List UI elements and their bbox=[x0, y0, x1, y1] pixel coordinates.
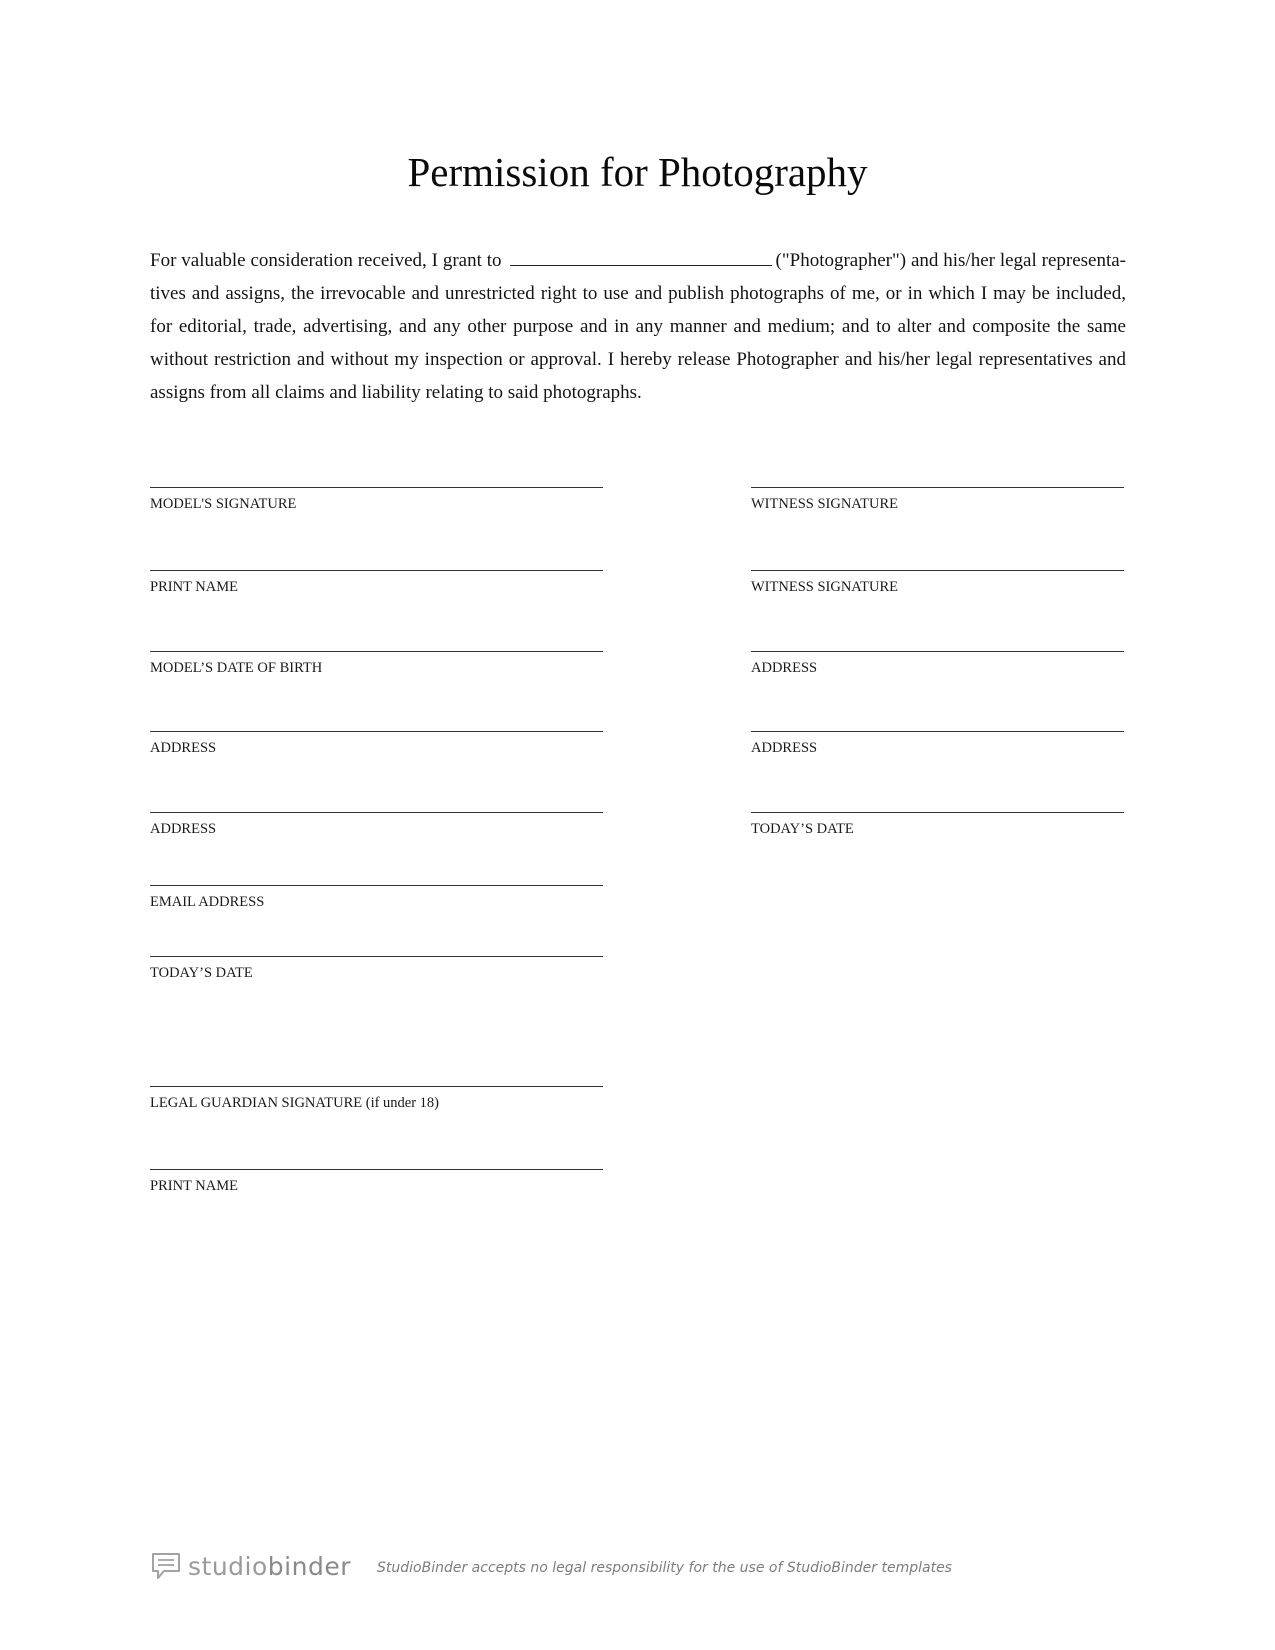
field-label: PRINT NAME bbox=[150, 1178, 238, 1194]
field-label: MODEL'S SIGNATURE bbox=[150, 496, 297, 512]
paragraph-terms: ("Photographer") and his/her legal representa-tives and assigns, the irrevocable and unrestricted right to use and publish photographs of me, or in which I may be included, for editorial, trade, advertising, and any other purpose and in any manner and medium; and to alter and composite the same without restriction and without my inspection or approval. I hereby release Photographer and his/her legal representatives and assigns from all claims and liability relating to said photographs. bbox=[150, 250, 1126, 403]
guardian-signature-line[interactable] bbox=[150, 1086, 603, 1087]
email-address-field[interactable] bbox=[150, 885, 603, 911]
release-paragraph bbox=[150, 244, 1126, 409]
witness-todays-date-field[interactable] bbox=[751, 812, 1124, 838]
witness-signature-field-2[interactable] bbox=[751, 570, 1124, 596]
witness-signature-line[interactable] bbox=[751, 487, 1124, 488]
witness-signature-field-1[interactable] bbox=[751, 487, 1124, 513]
logo-wordmark-bold: binder bbox=[267, 1551, 351, 1581]
field-label: TODAY’S DATE bbox=[751, 821, 854, 837]
field-label: MODEL’S DATE OF BIRTH bbox=[150, 660, 323, 676]
field-label: WITNESS SIGNATURE bbox=[751, 579, 899, 595]
guardian-print-name-field[interactable] bbox=[150, 1169, 603, 1195]
print-name-field[interactable] bbox=[150, 570, 603, 596]
witness-address-field-2[interactable] bbox=[751, 731, 1124, 757]
speech-bubble-icon bbox=[150, 1551, 182, 1581]
paragraph-intro: For valuable consideration received, I grant to bbox=[150, 250, 502, 271]
photographer-name-blank[interactable] bbox=[510, 248, 772, 266]
model-signature-line[interactable] bbox=[150, 487, 603, 488]
witness-address-field-1[interactable] bbox=[751, 651, 1124, 677]
print-name-line[interactable] bbox=[150, 570, 603, 571]
date-of-birth-line[interactable] bbox=[150, 651, 603, 652]
studiobinder-logo bbox=[150, 1551, 351, 1581]
field-label: ADDRESS bbox=[751, 660, 818, 676]
address-field-2[interactable] bbox=[150, 812, 603, 838]
address-line[interactable] bbox=[150, 731, 603, 732]
guardian-print-name-line[interactable] bbox=[150, 1169, 603, 1170]
todays-date-field[interactable] bbox=[150, 956, 603, 982]
document-title: Permission for Photography bbox=[407, 149, 868, 195]
field-label: TODAY’S DATE bbox=[150, 965, 253, 981]
model-signature-field[interactable] bbox=[150, 487, 603, 513]
witness-address-line[interactable] bbox=[751, 731, 1124, 732]
witness-address-line[interactable] bbox=[751, 651, 1124, 652]
legal-disclaimer: StudioBinder accepts no legal responsibility for the use of StudioBinder templates bbox=[377, 1560, 952, 1576]
field-label: EMAIL ADDRESS bbox=[150, 894, 265, 910]
field-label: LEGAL GUARDIAN SIGNATURE (if under 18) bbox=[150, 1095, 440, 1111]
field-label: ADDRESS bbox=[751, 740, 818, 756]
field-label: PRINT NAME bbox=[150, 579, 238, 595]
field-label: ADDRESS bbox=[150, 821, 217, 837]
legal-guardian-signature-field[interactable] bbox=[150, 1086, 603, 1112]
field-label: ADDRESS bbox=[150, 740, 217, 756]
logo-wordmark bbox=[188, 1552, 351, 1581]
field-label: WITNESS SIGNATURE bbox=[751, 496, 899, 512]
email-address-line[interactable] bbox=[150, 885, 603, 886]
footer bbox=[150, 1548, 952, 1584]
model-date-of-birth-field[interactable] bbox=[150, 651, 603, 677]
address-line[interactable] bbox=[150, 812, 603, 813]
logo-wordmark-light: studio bbox=[188, 1551, 268, 1581]
witness-todays-date-line[interactable] bbox=[751, 812, 1124, 813]
address-field-1[interactable] bbox=[150, 731, 603, 757]
witness-signature-line[interactable] bbox=[751, 570, 1124, 571]
todays-date-line[interactable] bbox=[150, 956, 603, 957]
